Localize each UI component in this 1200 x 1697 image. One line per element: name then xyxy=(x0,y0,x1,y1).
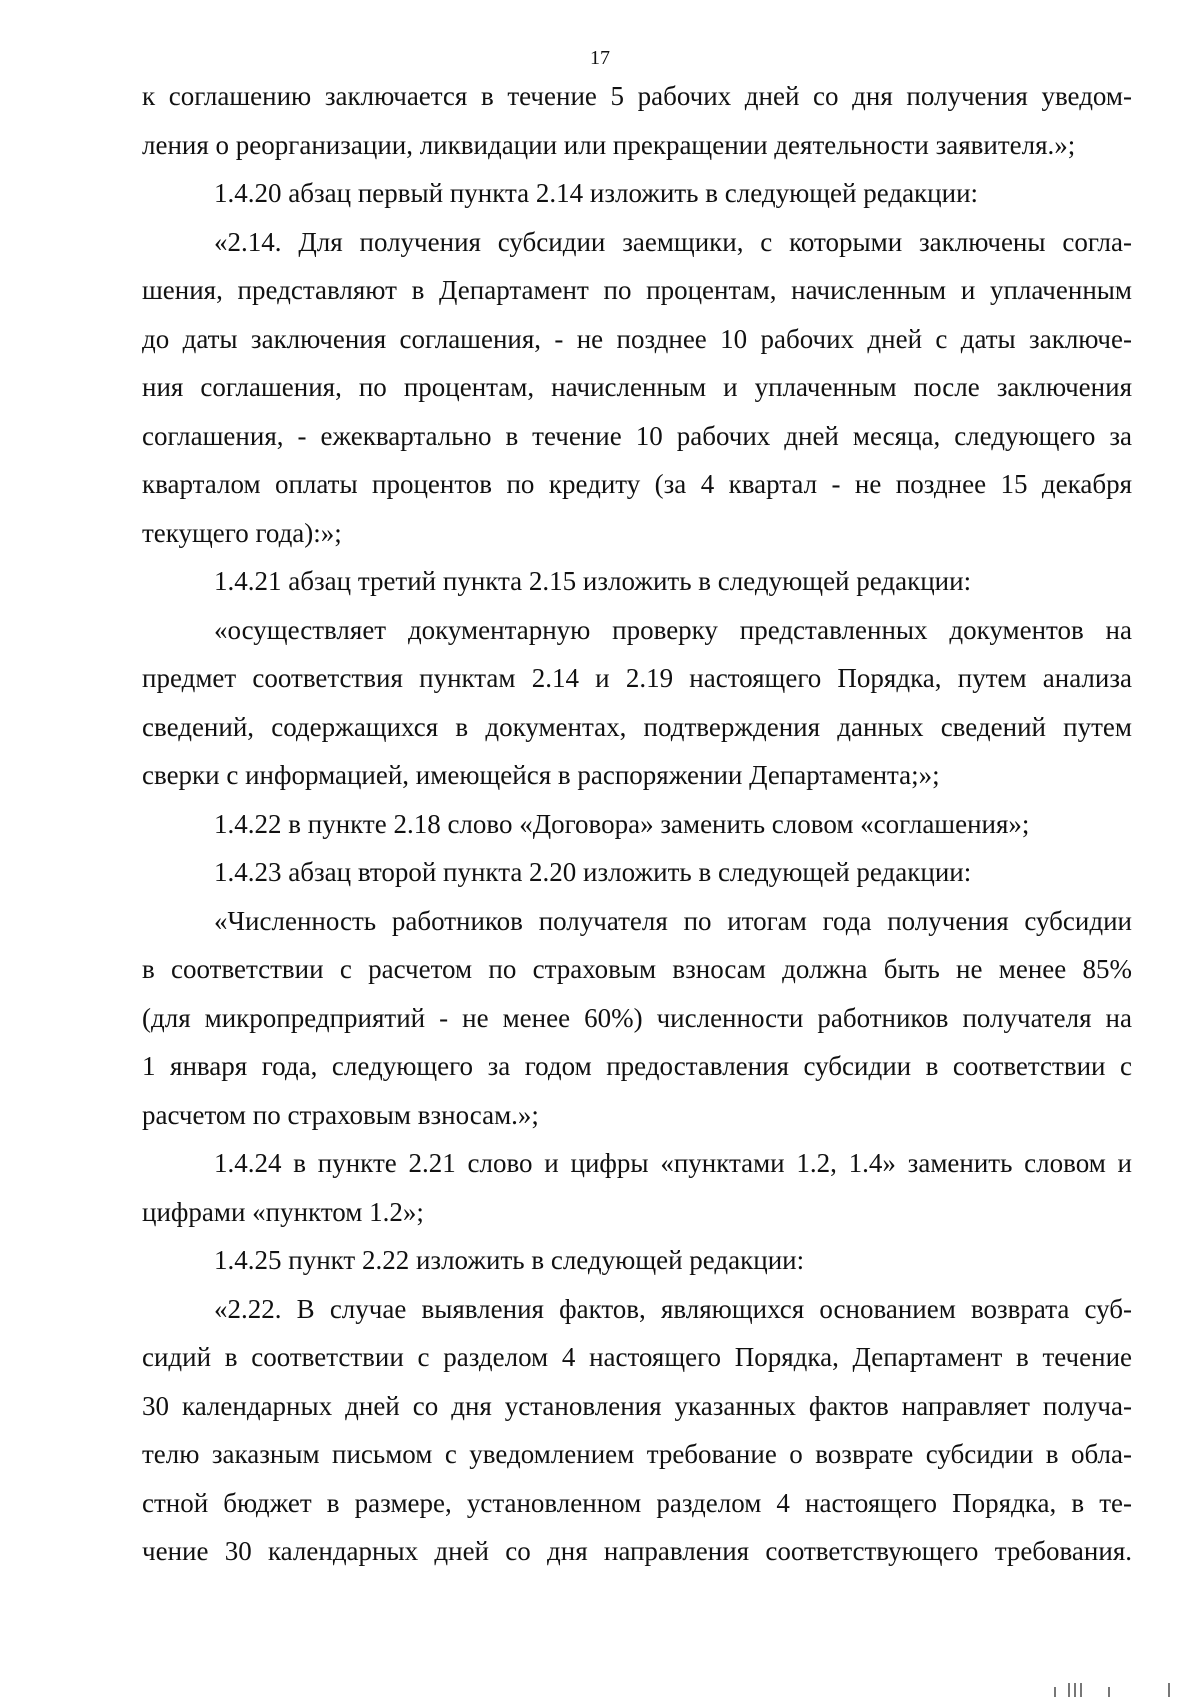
paragraph xyxy=(142,848,1132,897)
text-line: расчетом по страховым взносам.»; xyxy=(142,1099,539,1130)
text-line: соглашения, - ежеквартально в течение 10 рабочих дней месяца, следующего за xyxy=(142,420,1132,451)
text-line: сверки с информацией, имеющейся в распоряжении Департамента;»; xyxy=(142,760,940,790)
paragraph xyxy=(142,218,1132,558)
text-line: 1.4.20 абзац первый пункта 2.14 изложить в следующей редакции: xyxy=(214,178,979,208)
text-line: чение 30 календарных дней со дня направления соответствующего требования. xyxy=(142,1536,1132,1566)
text-line: стной бюджет в размере, установленном разделом 4 настоящего Порядка, в те- xyxy=(142,1487,1132,1518)
text-line: 1.4.22 в пункте 2.18 слово «Договора» заменить словом «соглашения»; xyxy=(214,808,1030,839)
text-line: «Численность работников получателя по итогам года получения субсидии xyxy=(214,905,1132,936)
document-body xyxy=(142,72,1132,1576)
paragraph xyxy=(142,72,1132,169)
text-line: 1.4.23 абзац второй пункта 2.20 изложить в следующей редакции: xyxy=(214,857,972,887)
text-line: предмет соответствия пунктам 2.14 и 2.19 настоящего Порядка, путем анализа xyxy=(142,663,1132,693)
scan-mark xyxy=(1054,1687,1056,1697)
scan-mark xyxy=(1168,1683,1170,1697)
paragraph xyxy=(142,169,1132,218)
text-line: 30 календарных дней со дня установления указанных фактов направляет получа- xyxy=(142,1390,1132,1421)
text-line: ления о реорганизации, ликвидации или прекращении деятельности заявителя.»; xyxy=(142,129,1076,160)
scan-mark xyxy=(1068,1683,1070,1697)
text-line: шения, представляют в Департамент по процентам, начисленным и уплаченным xyxy=(142,275,1132,305)
paragraph xyxy=(142,897,1132,1140)
text-line: сведений, содержащихся в документах, подтверждения данных сведений путем xyxy=(142,711,1132,742)
scan-edge-marks xyxy=(0,1677,1200,1697)
paragraph xyxy=(142,1139,1132,1236)
text-line: «осуществляет документарную проверку представленных документов на xyxy=(214,614,1132,645)
text-line: (для микропредприятий - не менее 60%) численности работников получателя на xyxy=(142,1002,1132,1033)
page-number: 17 xyxy=(590,47,610,69)
scan-mark xyxy=(1074,1683,1076,1697)
text-line: в соответствии с расчетом по страховым взносам должна быть не менее 85% xyxy=(142,954,1132,984)
paragraph xyxy=(142,1285,1132,1576)
paragraph xyxy=(142,557,1132,606)
paragraph xyxy=(142,606,1132,800)
text-line: цифрами «пунктом 1.2»; xyxy=(142,1196,424,1227)
text-line: 1.4.24 в пункте 2.21 слово и цифры «пунктами 1.2, 1.4» заменить словом и xyxy=(214,1148,1132,1178)
text-line: ния соглашения, по процентам, начисленным и уплаченным после заключения xyxy=(142,372,1132,402)
paragraph xyxy=(142,1236,1132,1285)
text-line: 1.4.21 абзац третий пункта 2.15 изложить в следующей редакции: xyxy=(214,566,972,596)
text-line: текущего года):»; xyxy=(142,517,342,548)
scan-mark xyxy=(1108,1687,1110,1697)
scan-mark xyxy=(1080,1683,1082,1697)
text-line: кварталом оплаты процентов по кредиту (за 4 квартал - не позднее 15 декабря xyxy=(142,469,1132,499)
text-line: сидий в соответствии с разделом 4 настоящего Порядка, Департамент в течение xyxy=(142,1342,1132,1372)
text-line: «2.22. В случае выявления фактов, являющихся основанием возврата суб- xyxy=(214,1293,1132,1324)
text-line: 1.4.25 пункт 2.22 изложить в следующей редакции: xyxy=(214,1245,805,1275)
text-line: к соглашению заключается в течение 5 рабочих дней со дня получения уведом- xyxy=(142,81,1132,111)
text-line: 1 января года, следующего за годом предоставления субсидии в соответствии с xyxy=(142,1051,1132,1081)
text-line: телю заказным письмом с уведомлением требование о возврате субсидии в обла- xyxy=(142,1439,1132,1469)
text-line: до даты заключения соглашения, - не позднее 10 рабочих дней с даты заключе- xyxy=(142,323,1132,354)
text-line: «2.14. Для получения субсидии заемщики, с которыми заключены согла- xyxy=(214,226,1132,257)
paragraph xyxy=(142,800,1132,849)
